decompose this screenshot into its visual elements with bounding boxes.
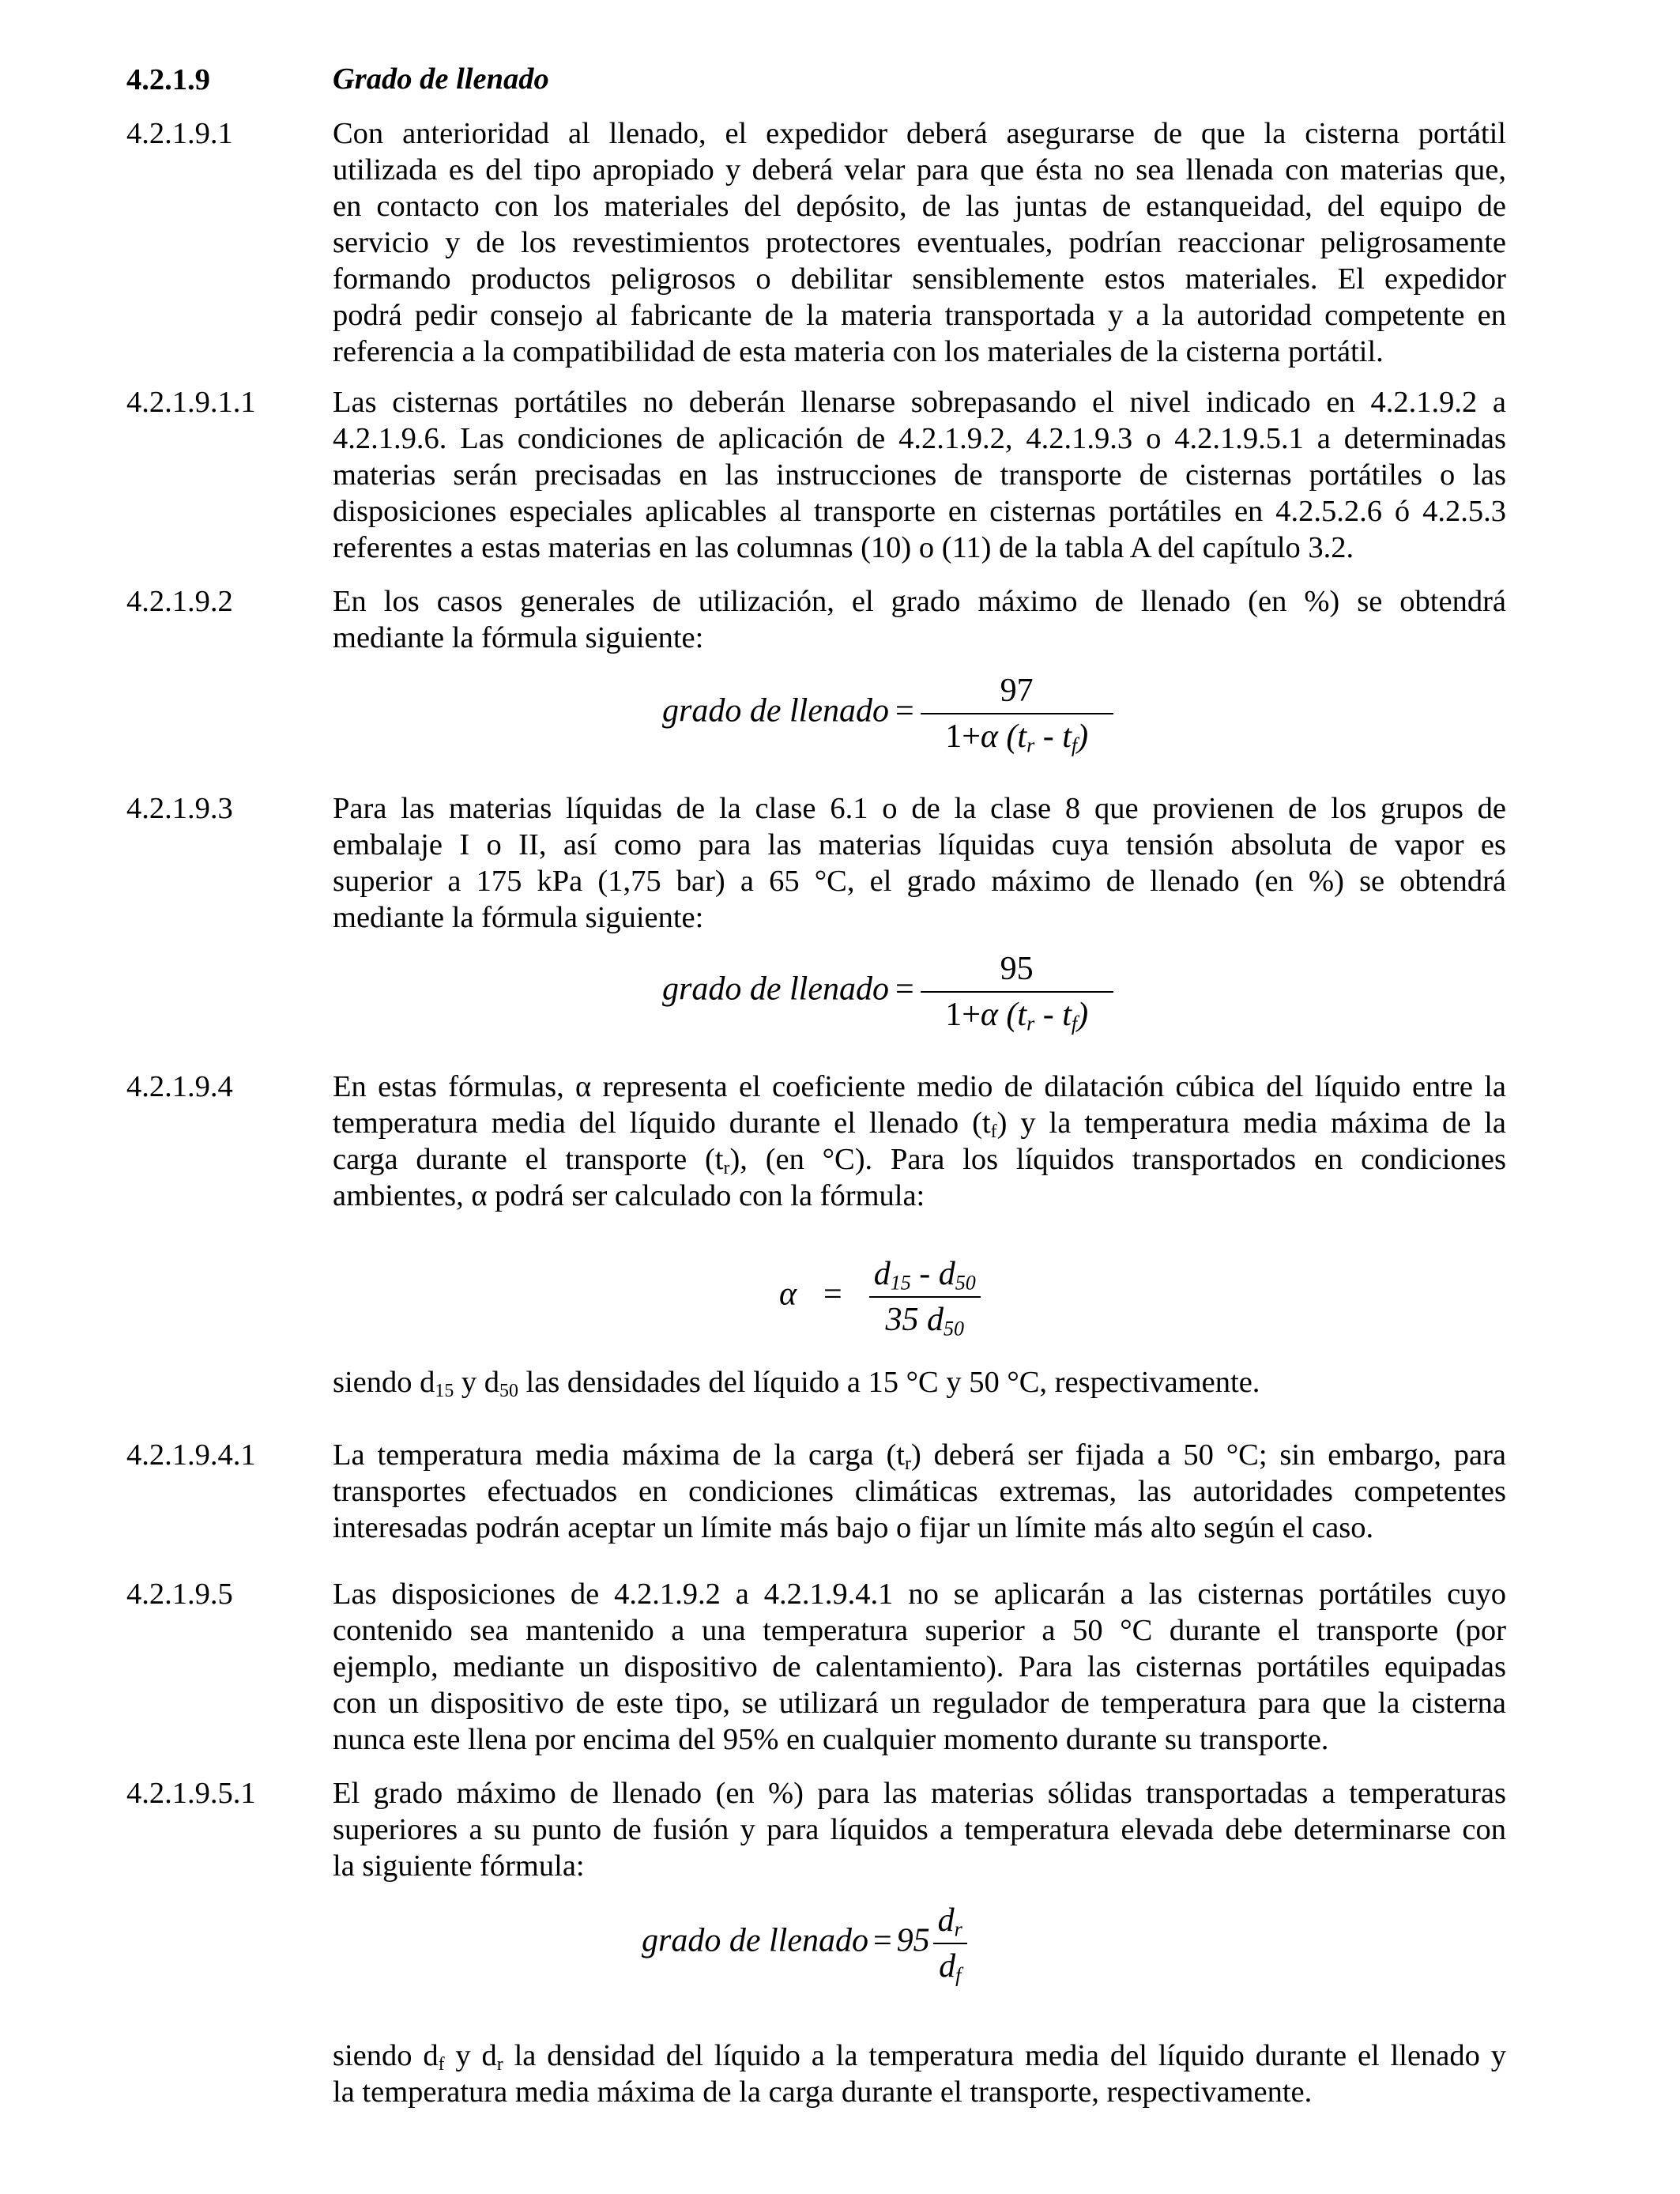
formula-coefficient: 95 bbox=[896, 1922, 930, 1959]
formula-fraction bbox=[933, 1902, 967, 1985]
section-number: 4.2.1.9.3 bbox=[126, 792, 233, 825]
section-text bbox=[333, 1775, 1506, 1884]
text-line: podrá pedir consejo al fabricante de la materia transportada y a la autoridad competente en bbox=[333, 299, 1506, 332]
text-line: materias serán precisadas en las instrucciones de transporte de cisternas portátiles o las bbox=[333, 458, 1506, 492]
text-line: siendo $d_f$ y $d_r$ la densidad del líquido a la temperatura media del líquido durante el llenado y bbox=[333, 2039, 1506, 2075]
text-line: Las cisternas portátiles no deberán llenarse sobrepasando el nivel indicado en 4.2.1.9.2 a bbox=[333, 386, 1506, 419]
text-line: ejemplo, mediante un dispositivo de calentamiento). Para las cisternas portátiles equipadas bbox=[333, 1650, 1506, 1683]
text-line: El grado máximo de llenado (en %) para las materias sólidas transportadas a temperaturas bbox=[333, 1777, 1506, 1810]
text-line: transportes efectuados en condiciones climáticas extremas, las autoridades competentes bbox=[333, 1475, 1506, 1508]
text-line: Con anterioridad al llenado, el expedidor deberá asegurarse de que la cisterna portátil bbox=[333, 117, 1506, 150]
text-line: mediante la fórmula siguiente: bbox=[333, 621, 704, 654]
section-text bbox=[333, 115, 1506, 370]
text-line: la siguiente fórmula: bbox=[333, 1849, 585, 1883]
formula-denominator: $d_f$ bbox=[939, 1948, 962, 1987]
section-4-2-1-9-5-1-note bbox=[333, 2038, 1506, 2110]
text-line: formando productos peligrosos o debilitar sensiblemente estos materiales. El expedidor bbox=[333, 262, 1506, 296]
formula-numerator: 95 bbox=[921, 950, 1113, 993]
text-line: superior a 175 kPa (1,75 bar) a 65 °C, el grado máximo de llenado (en %) se obtendrá bbox=[333, 865, 1506, 898]
text-line: la temperatura media máxima de la carga durante el transporte, respectivamente. bbox=[333, 2075, 1313, 2109]
text-line: utilizada es del tipo apropiado y deberá velar para que ésta no sea llenada con materias que, bbox=[333, 153, 1506, 187]
text-line: con un dispositivo de este tipo, se utilizará un regulador de temperatura para que la cisterna bbox=[333, 1687, 1506, 1720]
formula-fraction bbox=[921, 672, 1113, 756]
text-line: superiores a su punto de fusión y para líquidos a temperatura elevada debe determinarse con bbox=[333, 1813, 1506, 1846]
text-line: Para las materias líquidas de la clase 6.1 o de la clase 8 que provienen de los grupos de bbox=[333, 792, 1506, 825]
formula-numerator: 97 bbox=[921, 672, 1113, 714]
section-text bbox=[333, 384, 1506, 566]
text-line: referencia a la compatibilidad de esta materia con los materiales de la cisterna portátil. bbox=[333, 335, 1384, 368]
text-line: 4.2.1.9.6. Las condiciones de aplicación de 4.2.1.9.2, 4.2.1.9.3 o 4.2.1.9.5.1 a determinadas bbox=[333, 422, 1506, 455]
formula-fraction bbox=[869, 1255, 981, 1339]
section-number: 4.2.1.9.4 bbox=[126, 1070, 233, 1103]
formula-denominator: 35 $d_{50}$ bbox=[885, 1302, 965, 1340]
formula-lhs: grado de llenado bbox=[662, 971, 889, 1008]
formula-fill-degree-95: grado de llenado = $\frac{95}{1+\alpha (t_r - t_f)}$ bbox=[662, 950, 1113, 1034]
text-line: en contacto con los materiales del depósito, de las juntas de estanqueidad, del equipo de bbox=[333, 190, 1506, 223]
text-line: contenido sea mantenido a una temperatura superior a 50 °C durante el transporte (por bbox=[333, 1614, 1506, 1647]
section-text bbox=[333, 1576, 1506, 1758]
section-number: 4.2.1.9.1 bbox=[126, 117, 233, 150]
section-number: 4.2.1.9.5.1 bbox=[126, 1777, 256, 1810]
formula-denominator: 1+α $(t_r - t_f)$ bbox=[945, 718, 1089, 757]
formula-lhs: α bbox=[779, 1276, 797, 1313]
text-line: Las disposiciones de 4.2.1.9.2 a 4.2.1.9.4.1 no se aplicarán a las cisternas portátiles cuyo bbox=[333, 1578, 1506, 1611]
formula-alpha: α = $\frac{d_{15} - d_{50}}{35 d_{50}}$ bbox=[779, 1255, 981, 1339]
section-text bbox=[333, 1069, 1506, 1214]
heading-number: 4.2.1.9 bbox=[126, 63, 210, 96]
section-text bbox=[333, 1437, 1506, 1546]
formula-lhs: grado de llenado bbox=[662, 692, 889, 729]
formula-fraction bbox=[921, 950, 1113, 1034]
text-line: disposiciones especiales aplicables al transporte en cisternas portátiles en 4.2.5.2.6 ó 4.2.5.3 bbox=[333, 495, 1506, 528]
formula-fill-degree-97: grado de llenado = $\frac{97}{1+\alpha (t_r - t_f)}$ bbox=[662, 672, 1113, 756]
formula-numerator: $d_r$ bbox=[933, 1902, 967, 1944]
text-line: interesadas podrán aceptar un límite más bajo o fijar un límite más alto según el caso. bbox=[333, 1511, 1374, 1544]
formula-lhs: grado de llenado bbox=[642, 1922, 868, 1959]
section-number: 4.2.1.9.1.1 bbox=[126, 386, 256, 419]
text-line: mediante la fórmula siguiente: bbox=[333, 901, 704, 934]
section-text bbox=[333, 790, 1506, 936]
section-text bbox=[333, 583, 1506, 656]
text-line: ambientes, α podrá ser calculado con la fórmula: bbox=[333, 1179, 925, 1212]
formula-numerator: $d_{15} - d_{50}$ bbox=[869, 1255, 981, 1298]
text-line: carga durante el transporte $(t_r)$, (en °C). Para los líquidos transportados en condiciones bbox=[333, 1143, 1506, 1178]
text-line: En estas fórmulas, α representa el coeficiente medio de dilatación cúbica del líquido entre la bbox=[333, 1070, 1506, 1103]
section-number: 4.2.1.9.4.1 bbox=[126, 1438, 256, 1472]
text-line: servicio y de los revestimientos protectores eventuales, podrían reaccionar peligrosamente bbox=[333, 226, 1506, 259]
section-number: 4.2.1.9.5 bbox=[126, 1578, 233, 1611]
section-number: 4.2.1.9.2 bbox=[126, 585, 233, 618]
text-line: La temperatura media máxima de la carga $(t_r)$ deberá ser fijada a 50 °C; sin embargo, para bbox=[333, 1438, 1506, 1474]
text-line: En los casos generales de utilización, el grado máximo de llenado (en %) se obtendrá bbox=[333, 585, 1506, 618]
heading-title: Grado de llenado bbox=[333, 62, 549, 96]
formula-denominator: 1+α $(t_r - t_f)$ bbox=[945, 997, 1089, 1035]
text-line: nunca este llena por encima del 95% en cualquier momento durante su transporte. bbox=[333, 1723, 1329, 1756]
formula-fill-degree-density: grado de llenado = 95 $\frac{d_r}{d_f}$ bbox=[642, 1902, 967, 1985]
text-line: referentes a estas materias en las columnas (10) o (11) de la tabla A del capítulo 3.2. bbox=[333, 531, 1354, 564]
text-line: embalaje I o II, así como para las materias líquidas cuya tensión absoluta de vapor es bbox=[333, 828, 1506, 861]
text-line: temperatura media del líquido durante el llenado $(t_f)$ y la temperatura media máxima de la bbox=[333, 1106, 1506, 1142]
section-4-2-1-9-4-note: siendo $d_{15}$ y $d_{50}$ las densidades del líquido a 15 °C y 50 °C, respectivamente. bbox=[333, 1366, 1260, 1401]
